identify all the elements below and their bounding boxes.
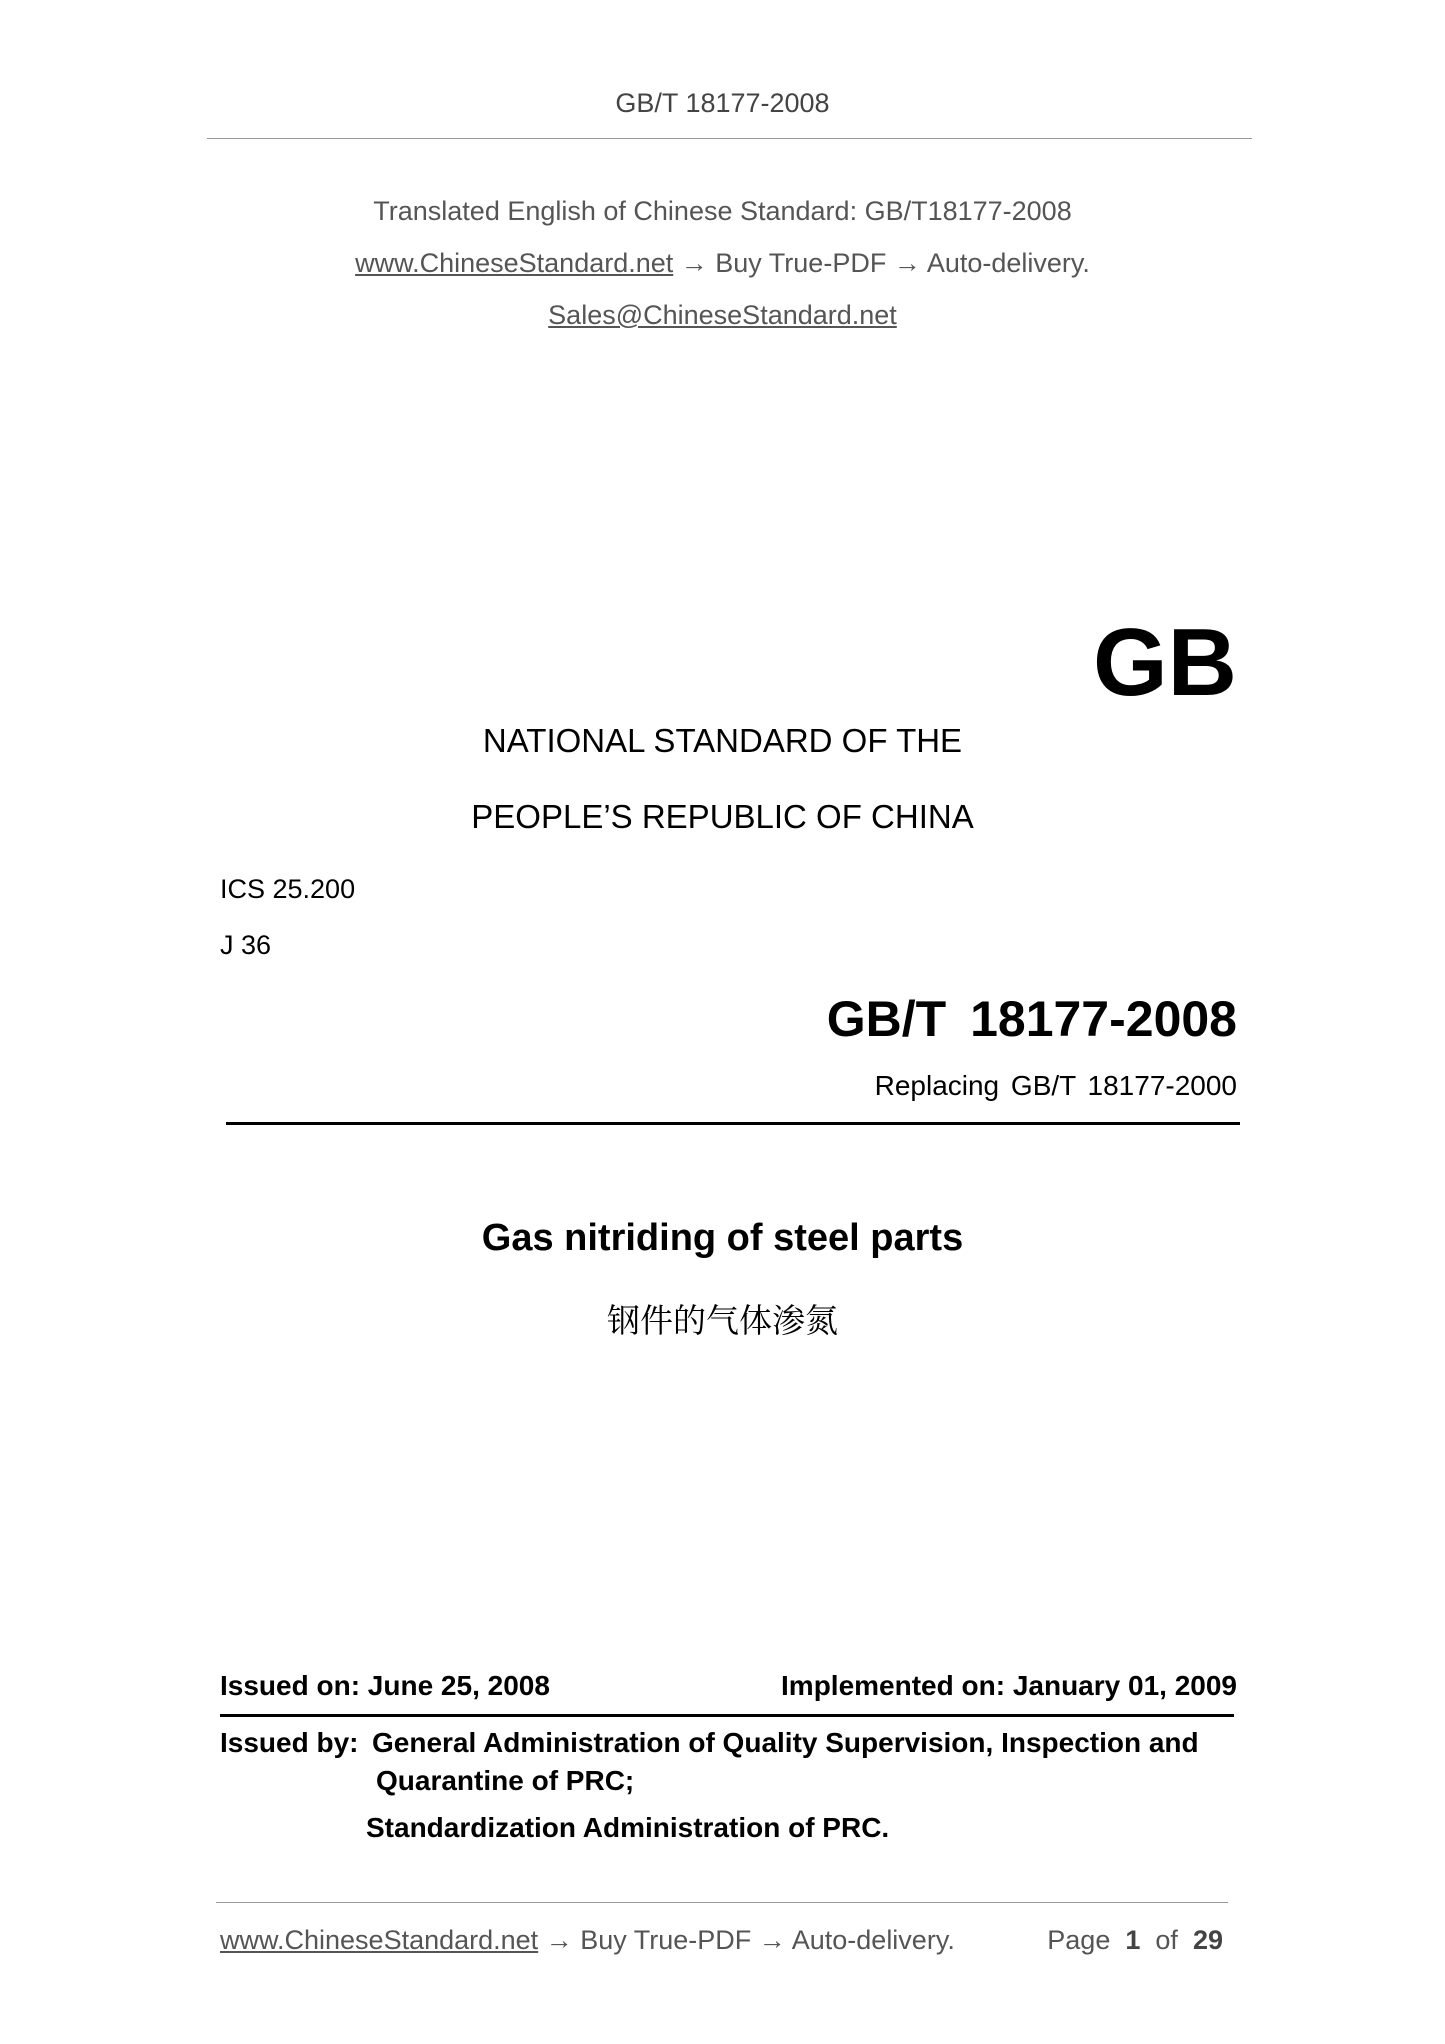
standard-number: GB/T 18177-2008 bbox=[826, 991, 1237, 1047]
national-standard-line-1: NATIONAL STANDARD OF THE bbox=[482, 722, 963, 759]
issued-by-line-1: General Administration of Quality Supervision, Inspection and bbox=[372, 1727, 1199, 1758]
title-english: Gas nitriding of steel parts bbox=[481, 1217, 964, 1259]
promo-buy-text: → Buy True-PDF → Auto-delivery. bbox=[673, 248, 1090, 278]
issued-by-line-3: Standardization Administration of PRC. bbox=[366, 1812, 890, 1843]
issued-on-date: Issued on: June 25, 2008 bbox=[220, 1670, 550, 1701]
email-link[interactable]: Sales@ChineseStandard.net bbox=[548, 300, 897, 330]
replacing-standard: Replacing GB/T 18177-2000 bbox=[874, 1070, 1237, 1101]
issued-by-label: Issued by: bbox=[220, 1727, 359, 1758]
cover-divider bbox=[226, 1122, 1240, 1125]
promo-line-translated: Translated English of Chinese Standard: GB/T18177-2008 bbox=[373, 196, 1072, 226]
header-divider bbox=[207, 138, 1252, 139]
issued-by-line-2: Quarantine of PRC; bbox=[376, 1765, 635, 1796]
page-indicator bbox=[1047, 1925, 1223, 1956]
ccs-code: J 36 bbox=[220, 930, 272, 960]
footer-site-link[interactable]: www.ChineseStandard.net bbox=[220, 1925, 539, 1955]
running-header-title: GB/T 18177-2008 bbox=[615, 88, 830, 118]
page-current: 1 bbox=[1125, 1925, 1141, 1955]
ics-code: ICS 25.200 bbox=[220, 874, 356, 904]
promo-line-email bbox=[0, 300, 1445, 331]
national-standard-line-2: PEOPLE’S REPUBLIC OF CHINA bbox=[471, 798, 974, 835]
page-label: Page bbox=[1047, 1925, 1111, 1955]
dates-divider bbox=[220, 1714, 1234, 1717]
gb-logo: GB bbox=[1093, 609, 1237, 716]
footer-divider bbox=[216, 1902, 1228, 1903]
footer-buy-text: → Buy True-PDF → Auto-delivery. bbox=[538, 1925, 955, 1955]
title-chinese: 钢件的气体渗氮 bbox=[607, 1301, 838, 1340]
site-link[interactable]: www.ChineseStandard.net bbox=[355, 248, 674, 278]
page-total: 29 bbox=[1192, 1925, 1223, 1955]
promo-line-buy bbox=[0, 248, 1445, 279]
implemented-on-date: Implemented on: January 01, 2009 bbox=[781, 1670, 1237, 1701]
page-of: of bbox=[1155, 1925, 1178, 1955]
footer-promo bbox=[220, 1925, 955, 1956]
